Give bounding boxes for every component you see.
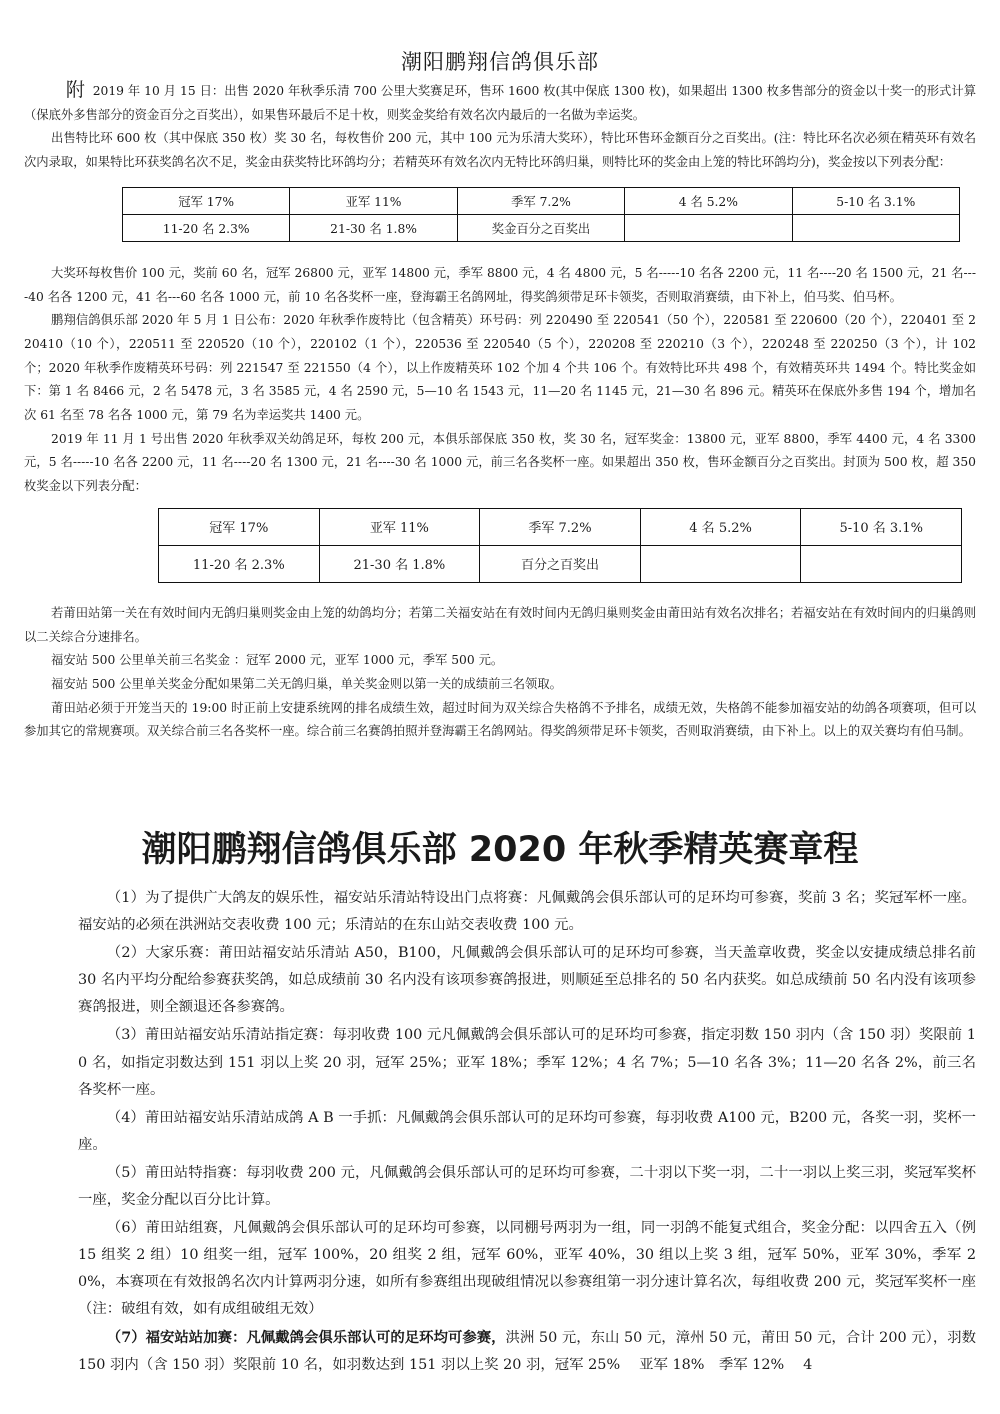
table-cell: 4 名 5.2% — [640, 508, 801, 545]
paragraph-fuan-distribution: 福安站 500 公里单关奖金分配如果第二关无鸽归巢，单关奖金则以第一关的成绩前三名领取。 — [51, 676, 562, 691]
header-title: 潮阳鹏翔信鸽俱乐部 — [401, 50, 599, 74]
rule-item — [78, 1324, 976, 1379]
rule-item-text: （2）大家乐赛：莆田站福安站乐清站 A50，B100，凡佩戴鸽会俱乐部认可的足环均可参赛，当天盖章收费，奖金以安捷成绩总排名前 30 名内平均分配给参赛获奖鸽，如总成绩前 30 名内没有该项参赛鸽报进，则顺延至总排名的 50 名内获奖。如总成绩前 50 名内没有该项参赛鸽报进，则全额退还各参赛鸽。 — [78, 945, 976, 1016]
rule-item-text: （3）莆田站福安站乐清站指定赛：每羽收费 100 元凡佩戴鸽会俱乐部认可的足环均可参赛，指定羽数 150 羽内（含 150 羽）奖限前 10 名，如指定羽数达到 151 羽以上奖 20 羽，冠军 25%；亚军 18%；季军 12%；4 名 7%；5—10 名各 3%；11—20 名各 2%，前三名各奖杯一座。 — [78, 1027, 976, 1098]
rule-item-text: 洪洲 50 元，东山 50 元，漳州 50 元，莆田 50 元，合计 200 元），羽数 150 羽内（含 150 羽）奖限前 10 名，如羽数达到 151 羽以上奖 20 羽，冠军 25% 亚军 18% 季军 12% 4 — [78, 1329, 976, 1373]
table-cell: 5-10 名 3.1% — [801, 508, 962, 545]
rule-item — [78, 884, 976, 939]
rule-item — [78, 1159, 976, 1214]
rule-item — [78, 1021, 976, 1103]
table-cell: 11-20 名 2.3% — [123, 214, 290, 241]
table-cell: 季军 7.2% — [457, 187, 624, 214]
paragraph-youngbird-race: 2019 年 11 月 1 号出售 2020 年秋季双关幼鸽足环，每枚 200 元，本俱乐部保底 350 枚，奖 30 名，冠军奖金：13800 元，亚军 8800，季军 4400 元，4 名 3300 元，5 名-----10 名各 2200 元，11 名----20 名 1300 元，21 名----30 名 1000 元，前三名各奖杯一座。如果超出 350 枚，售环金额百分之百奖出。封顶为 500 枚，超 350 枚奖金以下列表分配： — [24, 431, 976, 494]
table-cell: 季军 7.2% — [480, 508, 641, 545]
table-cell: 21-30 名 1.8% — [319, 545, 480, 582]
table-cell: 冠军 17% — [123, 187, 290, 214]
paragraph-ring-sale-text: 2019 年 10 月 15 日：出售 2020 年秋季乐清 700 公里大奖赛足环，售环 1600 枚(其中保底 1300 枚)，如果超出 1300 枚多售部分的资金以十奖一的形式计算（保底外多售部分的资金百分之百奖出），如果售环最后不足十枚，则奖金奖给有效名次内最后的一名做为幸运奖。 — [24, 84, 976, 122]
table-row — [123, 214, 960, 241]
table-cell: 冠军 17% — [159, 508, 320, 545]
rule-item — [78, 1104, 976, 1159]
table-cell: 亚军 11% — [319, 508, 480, 545]
appendix-mark: 附 — [65, 79, 85, 101]
table-cell — [625, 214, 792, 241]
paragraph-fuan-prize: 福安站 500 公里单关前三名奖金 ：冠军 2000 元，亚军 1000 元，季军 500 元。 — [51, 653, 504, 668]
table-cell — [792, 214, 959, 241]
rule-item-text: （6）莆田站组赛，凡佩戴鸽会俱乐部认可的足环均可参赛，以同棚号两羽为一组，同一羽鸽不能复式组合，奖金分配：以四舍五入（例 15 组奖 2 组）10 组奖一组，冠军 100%，20 组奖 2 组，冠军 60%，亚军 40%，30 组以上奖 3 组，冠军 50%，亚军 30%，季军 20%，本赛项在有效报鸽名次内计算两羽分速，如所有参赛组出现破组情况以参赛组第一羽分速计算名次，每组收费 200 元，奖冠军奖杯一座（注：破组有效，如有成组破组无效） — [78, 1220, 976, 1318]
paragraph-special-ring: 出售特比环 600 枚（其中保底 350 枚）奖 30 名，每枚售价 200 元，其中 100 元为乐清大奖环），特比环售环金额百分之百奖出。(注：特比环名次必须在精英环有效名次内录取，如果特比环获奖鸽名次不足，奖金由获奖特比环鸽均分；若精英环有效名次内无特比环鸽归巢，则特比环的奖金由上笼的特比环鸽均分)，奖金按以下列表分配： — [24, 131, 976, 170]
rule-item — [78, 1214, 976, 1323]
table-cell — [801, 545, 962, 582]
table-cell: 11-20 名 2.3% — [159, 545, 320, 582]
paragraph-ranking-deadline: 莆田站必须于开笼当天的 19:00 时正前上安捷系统网的排名成绩生效，超过时间为双关综合失格鸽不予排名，成绩无效，失格鸽不能参加福安站的幼鸽各项赛项，但可以参加其它的常规赛项。双关综合前三名各奖杯一座。综合前三名赛鸽拍照并登海霸王名鸽网站。得奖鸽须带足环卡领奖，否则取消赛绩，由下补上。以上的双关赛均有伯马制。 — [24, 700, 976, 739]
announcement-section — [24, 48, 976, 744]
paragraph-ring-sale — [24, 78, 976, 127]
table-cell: 21-30 名 1.8% — [290, 214, 457, 241]
paragraph-grand-prize: 大奖环每枚售价 100 元，奖前 60 名，冠军 26800 元，亚军 14800 元，季军 8800 元，4 名 4800 元，5 名-----10 名各 2200 元，11 名----20 名 1500 元，21 名----40 名各 1200 元，41 名---60 名各 1000 元，前 10 名各奖杯一座，登海霸王名鸽网址，得奖鸽须带足环卡领奖，否则取消赛绩，由下补上，伯马奖、伯马杯。 — [24, 265, 976, 304]
rule-item-text: （5）莆田站特指赛：每羽收费 200 元，凡佩戴鸽会俱乐部认可的足环均可参赛，二十羽以下奖一羽，二十一羽以上奖三羽，奖冠军奖杯一座，奖金分配以百分比计算。 — [78, 1164, 976, 1209]
paragraph-void-rings: 鹏翔信鸽俱乐部 2020 年 5 月 1 日公布：2020 年秋季作废特比（包含精英）环号码：列 220490 至 220541（50 个），220581 至 220600（20 个），220401 至 220410（10 个），220511 至 220520（10 个），220102（1 个），220536 至 220540（5 个），220208 至 220210（3 个），220248 至 220250（3 个），计 102 个；2020 年秋季作废精英环号码：列 221547 至 221550（4 个），以上作废精英环 102 个加 4 个共 106 个。有效特比环共 498 个，有效精英环共 1494 个。特比奖金如下：第 1 名 8466 元，2 名 5478 元，3 名 3585 元，4 名 2590 元，5—10 名 1543 元，11—20 名 1145 元，21—30 名 896 元。精英环在保底外多售 194 个，增加名次 61 名至 78 名各 1000 元，第 79 名为幸运奖共 1400 元。 — [24, 313, 976, 423]
paragraph-putian-rule: 若莆田站第一关在有效时间内无鸽归巢则奖金由上笼的幼鸽均分；若第二关福安站在有效时间内无鸽归巢则奖金由莆田站有效名次排名；若福安站在有效时间内的归巢鸽则以二关综合分速排名。 — [24, 605, 976, 644]
prize-table-special — [122, 187, 960, 242]
rule-item-text: （1）为了提供广大鸽友的娱乐性，福安站乐清站特设出门点将赛：凡佩戴鸽会俱乐部认可的足环均可参赛，奖前 3 名；奖冠军杯一座。福安站的必须在洪洲站交表收费 100 元；乐清站的在东山站交表收费 100 元。 — [78, 890, 976, 934]
table-cell — [640, 545, 801, 582]
table-cell: 4 名 5.2% — [625, 187, 792, 214]
table-cell: 百分之百奖出 — [480, 545, 641, 582]
table-row — [159, 545, 962, 582]
rule-item-text: （4）莆田站福安站乐清站成鸽 A B 一手抓：凡佩戴鸽会俱乐部认可的足环均可参赛，每羽收费 A100 元，B200 元，各奖一羽，奖杯一座。 — [78, 1109, 976, 1153]
rules-list — [78, 884, 976, 1379]
rule-item — [78, 939, 976, 1021]
rules-title: 潮阳鹏翔信鸽俱乐部 2020 年秋季精英赛章程 — [141, 830, 859, 870]
table-cell: 奖金百分之百奖出 — [457, 214, 624, 241]
table-cell: 5-10 名 3.1% — [792, 187, 959, 214]
rule-item-lead: （7）福安站站加赛：凡佩戴鸽会俱乐部认可的足环均可参赛， — [106, 1328, 506, 1346]
prize-table-youngbird — [158, 508, 962, 583]
table-row — [159, 508, 962, 545]
table-cell: 亚军 11% — [290, 187, 457, 214]
table-row — [123, 187, 960, 214]
